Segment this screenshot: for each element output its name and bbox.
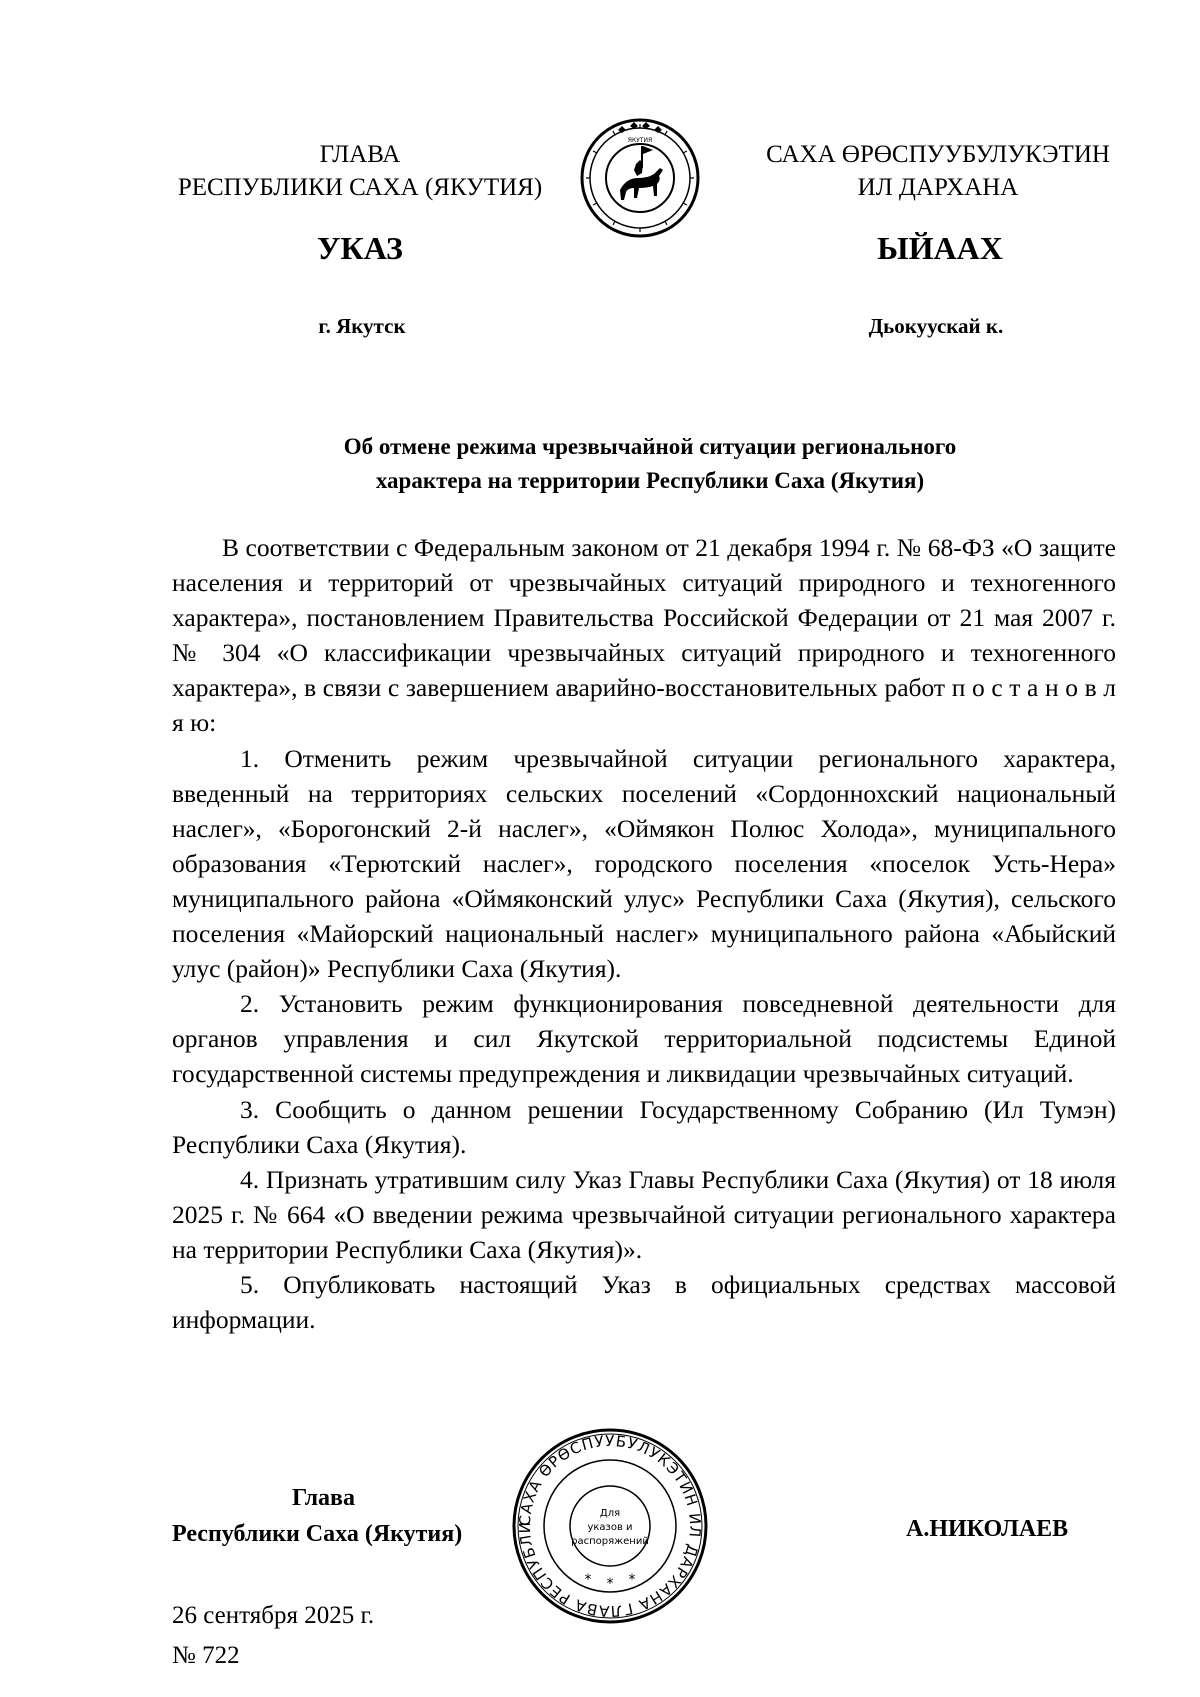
official-seal bbox=[510, 1426, 710, 1626]
title-line1: Об отмене режима чрезвычайной ситуации регионального bbox=[343, 434, 957, 459]
item-5: 5. Опубликовать настоящий Указ в официальных средствах массовой информации. bbox=[172, 1269, 1116, 1335]
document-title bbox=[140, 430, 1160, 498]
item-2: 2. Установить режим функционирования повседневной деятельности для органов управления и сил Якутской территориальной подсистемы Единой государственной системы предупреждения и ликвидации чрезвычайных ситуаций. bbox=[172, 989, 1116, 1089]
item-3: 3. Сообщить о данном решении Государственному Собранию (Ил Тумэн) Республики Саха (Якутия). bbox=[172, 1094, 1116, 1159]
title-line2: характера на территории Республики Саха (Якутия) bbox=[375, 468, 925, 493]
document-number: № 722 bbox=[172, 1642, 240, 1669]
seal-center-line3: распоряжений bbox=[571, 1536, 649, 1547]
item-1: 1. Отменить режим чрезвычайной ситуации регионального характера, введенный на территориях сельских поселений «Сордоннохский национальный наслег», «Борогонский 2-й наслег», «Оймякон Полюс Холода», муниципального образования «Терютский наслег», городского поселения «поселок Усть-Нера» муниципального района «Оймяконский улус» Республики Саха (Якутия), сельского поселения «Майорский национальный наслег» муниципального района «Абыйский улус (район)» Республики Саха (Якутия). bbox=[172, 743, 1116, 984]
header-left-line1: ГЛАВА bbox=[319, 141, 401, 168]
svg-text:*: * bbox=[584, 1572, 592, 1588]
signature-role bbox=[172, 1480, 462, 1552]
signature-role-line2: Республики Саха (Якутия) bbox=[172, 1521, 463, 1547]
header-left bbox=[140, 138, 580, 204]
preamble-paragraph: В соответствии с Федеральным законом от 21 декабря 1994 г. № 68-ФЗ «О защите населения и территорий от чрезвычайных ситуаций природного и техногенного характера», постановлением Правительства Российской Федерации от 21 мая 2007 г. № 304 «О классификации чрезвычайных ситуаций природного и техногенного характера», в связи с завершением аварийно-восстановительных работ п о с т а н о в л я ю: bbox=[172, 533, 1116, 738]
seal-outer-text: САХА ӨРӨСПУУБУЛУКЭТИН ИЛ ДАРХАНА ГЛАВА РЕСПУБЛИ bbox=[515, 1431, 705, 1621]
item-4: 4. Признать утратившим силу Указ Главы Республики Саха (Якутия) от 18 июля 2025 г. № 664 «О введении режима чрезвычайной ситуации регионального характера на территории Республики Саха (Якутия)». bbox=[172, 1164, 1116, 1264]
seal-center-line2: указов и bbox=[587, 1522, 633, 1533]
city-ru: г. Якутск bbox=[318, 314, 406, 338]
document-body bbox=[172, 530, 1116, 1337]
coat-of-arms-icon bbox=[578, 116, 702, 240]
doc-kind-sah: ЫЙААХ bbox=[877, 230, 1003, 266]
seal-center-line1: Для bbox=[599, 1508, 621, 1519]
svg-text:ЯКУТИЯ: ЯКУТИЯ bbox=[627, 137, 653, 144]
signature-role-line1: Глава bbox=[292, 1485, 355, 1511]
svg-text:*: * bbox=[606, 1576, 614, 1592]
city-sah: Дьокуускай к. bbox=[868, 314, 1004, 338]
signatory-name: А.НИКОЛАЕВ bbox=[906, 1516, 1069, 1542]
document-date: 26 сентября 2025 г. bbox=[172, 1602, 375, 1629]
header-right-line2: ИЛ ДАРХАНА bbox=[857, 174, 1019, 201]
date-number-block bbox=[172, 1596, 374, 1676]
header-left-line2: РЕСПУБЛИКИ САХА (ЯКУТИЯ) bbox=[177, 174, 543, 201]
header-right-line1: САХА ӨРӨСПУУБУЛУКЭТИН bbox=[766, 141, 1110, 168]
svg-text:*: * bbox=[628, 1572, 636, 1588]
header-right bbox=[718, 138, 1158, 204]
doc-kind-ru: УКАЗ bbox=[317, 230, 403, 266]
